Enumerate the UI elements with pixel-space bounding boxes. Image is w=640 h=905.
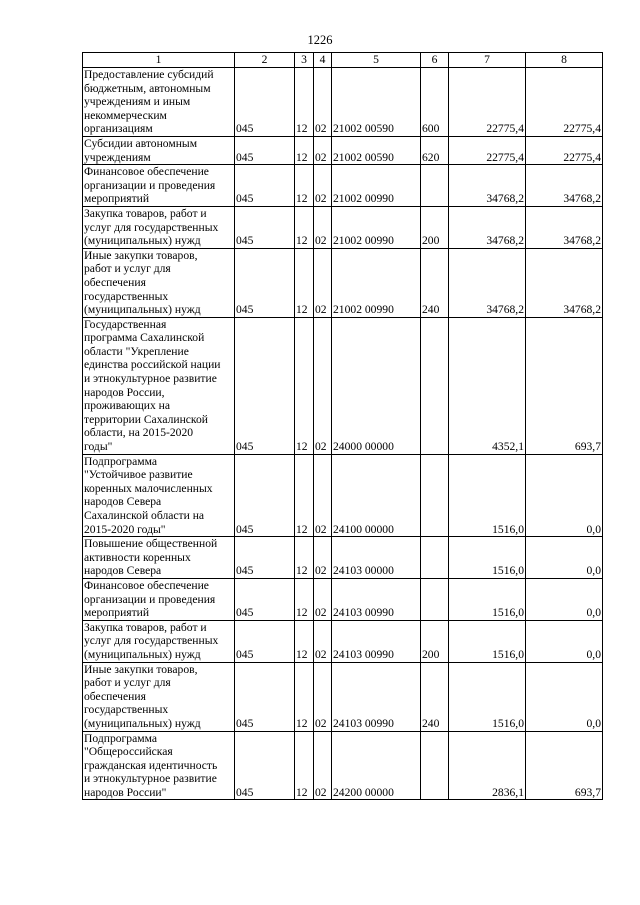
row-name-cell: Повышение общественной активности коренных народов Севера (83, 537, 235, 579)
target-code-cell: 21002 00990 (332, 248, 421, 317)
subsection-cell: 02 (314, 206, 332, 248)
row-name-cell: Подпрограмма "Устойчивое развитие коренных малочисленных народов Севера Сахалинской области на 2015-2020 годы" (83, 454, 235, 537)
amount-cell-8: 22775,4 (526, 68, 603, 137)
code-cell: 045 (235, 165, 295, 207)
amount-cell-8: 0,0 (526, 454, 603, 537)
amount-cell-8: 34768,2 (526, 248, 603, 317)
amount-cell-7: 34768,2 (449, 248, 526, 317)
code-cell: 045 (235, 136, 295, 164)
code-cell: 045 (235, 537, 295, 579)
row-name-cell: Иные закупки товаров, работ и услуг для обеспечения государственных (муниципальных) нужд (83, 662, 235, 731)
budget-table (82, 52, 603, 800)
table-row (83, 537, 603, 579)
amount-cell-7: 1516,0 (449, 454, 526, 537)
code-cell: 045 (235, 620, 295, 662)
subsection-cell: 02 (314, 731, 332, 800)
code-cell: 045 (235, 578, 295, 620)
code-cell: 045 (235, 662, 295, 731)
column-header: 8 (526, 53, 603, 68)
table-row (83, 454, 603, 537)
expense-type-cell (421, 317, 449, 454)
section-cell: 12 (295, 537, 314, 579)
table-row (83, 206, 603, 248)
section-cell: 12 (295, 620, 314, 662)
amount-cell-8: 693,7 (526, 731, 603, 800)
target-code-cell: 24103 00990 (332, 578, 421, 620)
subsection-cell: 02 (314, 68, 332, 137)
section-cell: 12 (295, 136, 314, 164)
table-body (83, 68, 603, 800)
expense-type-cell (421, 537, 449, 579)
column-header: 2 (235, 53, 295, 68)
expense-type-cell (421, 578, 449, 620)
subsection-cell: 02 (314, 165, 332, 207)
code-cell: 045 (235, 454, 295, 537)
section-cell: 12 (295, 662, 314, 731)
subsection-cell: 02 (314, 620, 332, 662)
section-cell: 12 (295, 165, 314, 207)
amount-cell-8: 34768,2 (526, 206, 603, 248)
amount-cell-7: 1516,0 (449, 537, 526, 579)
target-code-cell: 21002 00990 (332, 165, 421, 207)
column-header: 6 (421, 53, 449, 68)
amount-cell-8: 693,7 (526, 317, 603, 454)
expense-type-cell: 200 (421, 620, 449, 662)
target-code-cell: 24200 00000 (332, 731, 421, 800)
expense-type-cell: 240 (421, 662, 449, 731)
subsection-cell: 02 (314, 317, 332, 454)
section-cell: 12 (295, 248, 314, 317)
subsection-cell: 02 (314, 248, 332, 317)
amount-cell-7: 34768,2 (449, 206, 526, 248)
amount-cell-8: 22775,4 (526, 136, 603, 164)
expense-type-cell (421, 731, 449, 800)
row-name-cell: Иные закупки товаров, работ и услуг для обеспечения государственных (муниципальных) нужд (83, 248, 235, 317)
expense-type-cell: 620 (421, 136, 449, 164)
amount-cell-7: 22775,4 (449, 136, 526, 164)
amount-cell-8: 0,0 (526, 578, 603, 620)
amount-cell-7: 1516,0 (449, 662, 526, 731)
expense-type-cell: 240 (421, 248, 449, 317)
target-code-cell: 21002 00590 (332, 68, 421, 137)
column-header: 3 (295, 53, 314, 68)
table-row (83, 317, 603, 454)
subsection-cell: 02 (314, 537, 332, 579)
amount-cell-8: 0,0 (526, 537, 603, 579)
row-name-cell: Субсидии автономным учреждениям (83, 136, 235, 164)
target-code-cell: 24103 00990 (332, 620, 421, 662)
amount-cell-8: 0,0 (526, 662, 603, 731)
table-row (83, 248, 603, 317)
section-cell: 12 (295, 68, 314, 137)
code-cell: 045 (235, 248, 295, 317)
table-row (83, 578, 603, 620)
column-header: 7 (449, 53, 526, 68)
section-cell: 12 (295, 731, 314, 800)
amount-cell-7: 1516,0 (449, 578, 526, 620)
section-cell: 12 (295, 206, 314, 248)
table-row (83, 620, 603, 662)
subsection-cell: 02 (314, 136, 332, 164)
code-cell: 045 (235, 68, 295, 137)
amount-cell-7: 1516,0 (449, 620, 526, 662)
table-row (83, 731, 603, 800)
column-header: 5 (332, 53, 421, 68)
row-name-cell: Предоставление субсидий бюджетным, автономным учреждениям и иным некоммерческим организациям (83, 68, 235, 137)
target-code-cell: 24000 00000 (332, 317, 421, 454)
amount-cell-7: 34768,2 (449, 165, 526, 207)
table-row (83, 136, 603, 164)
target-code-cell: 24103 00000 (332, 537, 421, 579)
amount-cell-8: 0,0 (526, 620, 603, 662)
table-row (83, 662, 603, 731)
code-cell: 045 (235, 317, 295, 454)
page-number: 1226 (307, 33, 333, 47)
code-cell: 045 (235, 206, 295, 248)
expense-type-cell: 200 (421, 206, 449, 248)
code-cell: 045 (235, 731, 295, 800)
amount-cell-7: 2836,1 (449, 731, 526, 800)
section-cell: 12 (295, 317, 314, 454)
amount-cell-8: 34768,2 (526, 165, 603, 207)
column-header: 1 (83, 53, 235, 68)
row-name-cell: Закупка товаров, работ и услуг для государственных (муниципальных) нужд (83, 620, 235, 662)
section-cell: 12 (295, 578, 314, 620)
subsection-cell: 02 (314, 454, 332, 537)
target-code-cell: 21002 00990 (332, 206, 421, 248)
row-name-cell: Подпрограмма "Общероссийская гражданская идентичность и этнокультурное развитие народов России" (83, 731, 235, 800)
table-row (83, 68, 603, 137)
target-code-cell: 24103 00990 (332, 662, 421, 731)
amount-cell-7: 4352,1 (449, 317, 526, 454)
subsection-cell: 02 (314, 662, 332, 731)
expense-type-cell (421, 454, 449, 537)
column-number-row (83, 53, 603, 68)
section-cell: 12 (295, 454, 314, 537)
expense-type-cell (421, 165, 449, 207)
row-name-cell: Финансовое обеспечение организации и проведения мероприятий (83, 578, 235, 620)
amount-cell-7: 22775,4 (449, 68, 526, 137)
target-code-cell: 21002 00590 (332, 136, 421, 164)
column-header: 4 (314, 53, 332, 68)
table-row (83, 165, 603, 207)
row-name-cell: Финансовое обеспечение организации и проведения мероприятий (83, 165, 235, 207)
subsection-cell: 02 (314, 578, 332, 620)
row-name-cell: Государственная программа Сахалинской области "Укрепление единства российской нации и этнокультурное развитие народов России, проживающих на территории Сахалинской области, на 2015-2020 годы" (83, 317, 235, 454)
row-name-cell: Закупка товаров, работ и услуг для государственных (муниципальных) нужд (83, 206, 235, 248)
target-code-cell: 24100 00000 (332, 454, 421, 537)
expense-type-cell: 600 (421, 68, 449, 137)
